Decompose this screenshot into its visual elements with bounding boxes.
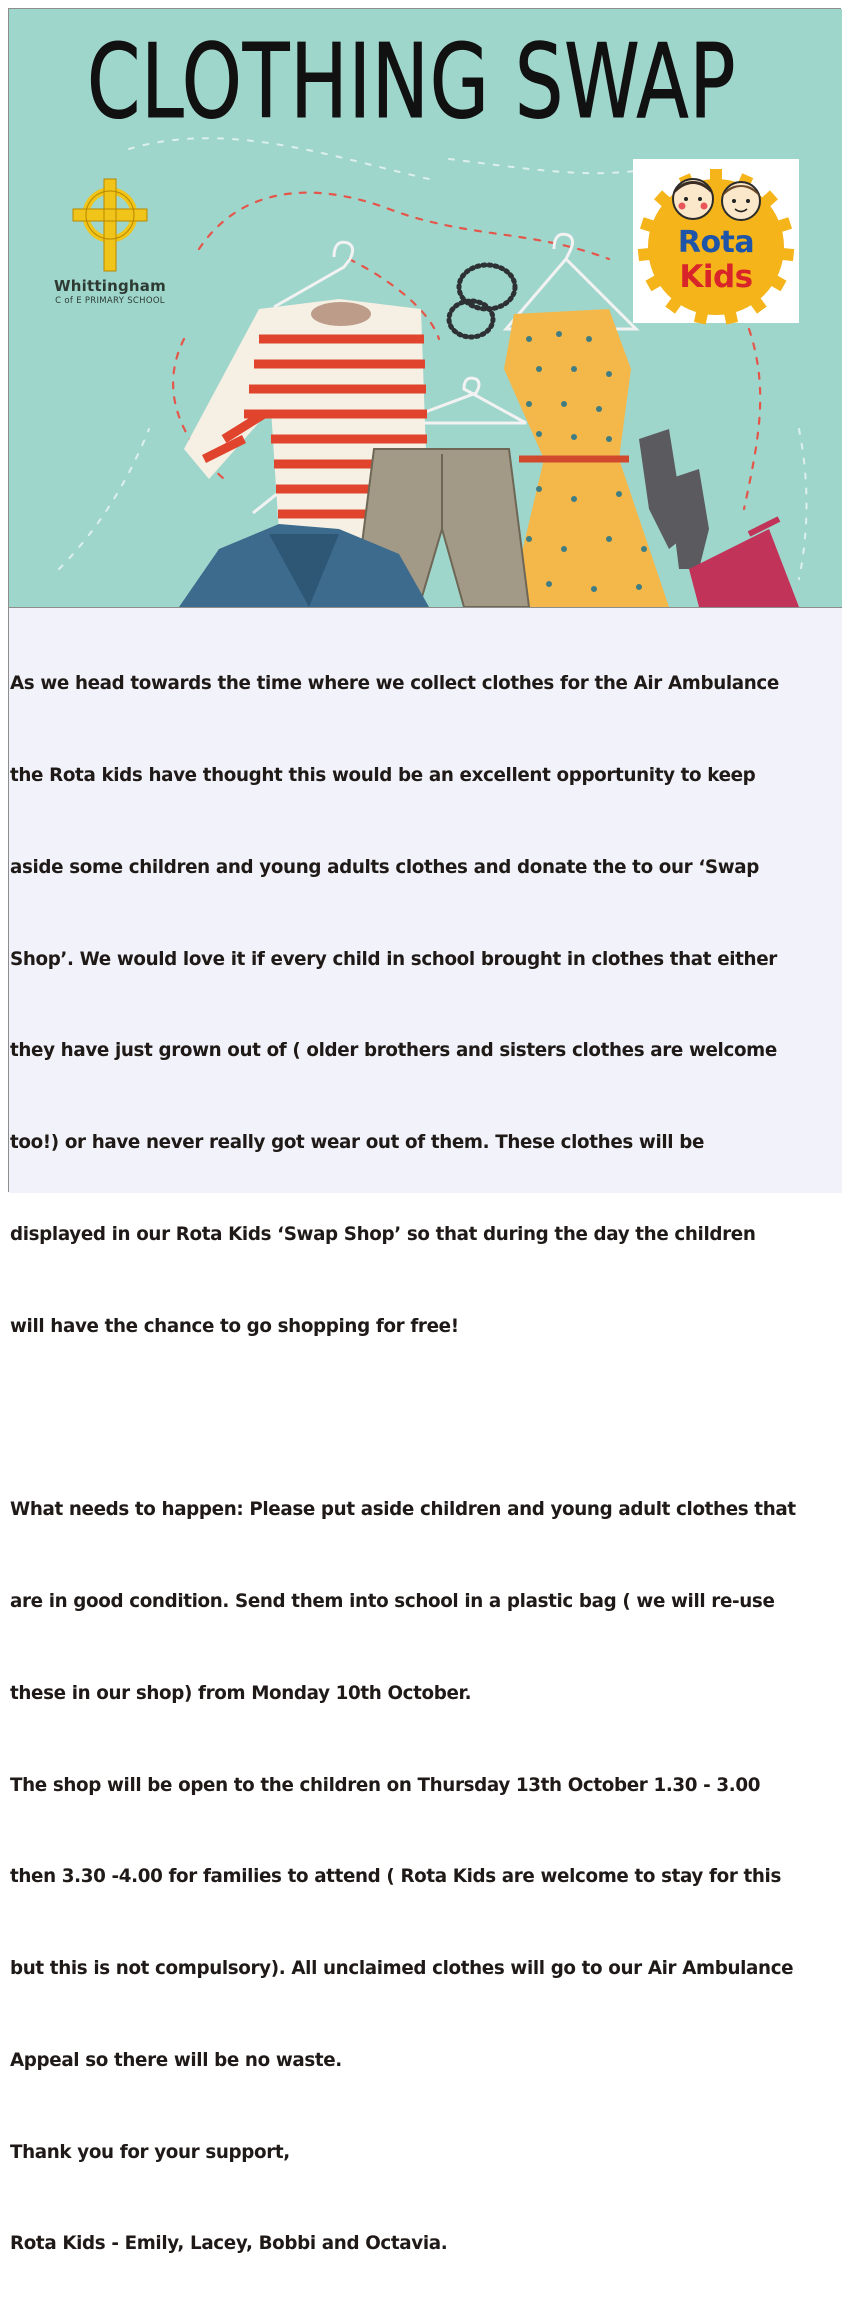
coat-hanger [274, 242, 353, 307]
message-line: As we head towards the time where we collect clothes for the Air Ambulance [10, 673, 779, 695]
rota-kids-logo [633, 159, 799, 323]
message-line: What needs to happen: Please put aside children and young adult clothes that [10, 1499, 796, 1521]
message-line: Thank you for your support, [10, 2141, 290, 2163]
school-subtitle: C of E PRIMARY SCHOOL [55, 296, 165, 306]
message-line: they have just grown out of ( older brothers and sisters clothes are welcome [10, 1040, 777, 1062]
message-line: Rota Kids - Emily, Lacey, Bobbi and Octavia. [10, 2233, 448, 2255]
bead-necklace [449, 265, 515, 337]
message-line: aside some children and young adults clothes and donate the to our ‘Swap [10, 856, 760, 878]
poster [8, 8, 841, 2255]
message-line: are in good condition. Send them into school in a plastic bag ( we will re-use [10, 1591, 775, 1612]
message-line: these in our shop) from Monday 10th October. [10, 1682, 472, 1704]
message-text [10, 608, 842, 2321]
arrow-trail [449, 159, 649, 173]
arrow-trail [744, 329, 760, 509]
message-line: Appeal so there will be no waste. [10, 2049, 342, 2071]
message-line: the Rota kids have thought this would be an excellent opportunity to keep [10, 764, 756, 786]
arrow-trail [199, 193, 609, 259]
message-line: will have the chance to go shopping for free! [10, 1315, 459, 1337]
rota-logo-line2: Kids [679, 259, 753, 295]
message-line: displayed in our Rota Kids ‘Swap Shop’ so that during the day the children [10, 1223, 756, 1245]
message-line: too!) or have never really got wear out of them. These clothes will be [10, 1132, 705, 1154]
message-line: Shop’. We would love it if every child in school brought in clothes that either [10, 948, 777, 970]
arrow-trail [59, 429, 149, 569]
arrow-trail [799, 429, 807, 579]
poster-title: CLOTHING SWAP [87, 22, 737, 143]
school-logo [45, 177, 175, 317]
rota-logo-line1: Rota [677, 225, 755, 260]
paragraph-gap [10, 1403, 842, 1434]
hero-banner [9, 9, 842, 607]
message-line: then 3.30 -4.00 for families to attend ( Rota Kids are welcome to stay for this [10, 1866, 781, 1888]
school-name: Whittingham [54, 277, 166, 295]
message-line: The shop will be open to the children on Thursday 13th October 1.30 - 3.00 [10, 1774, 761, 1796]
gloves [639, 429, 709, 569]
message-box [9, 607, 842, 2255]
celtic-cross-icon [69, 177, 151, 273]
arrow-trail [129, 138, 429, 179]
message-line: but this is not compulsory). All unclaimed clothes will go to our Air Ambulance [10, 1958, 794, 1980]
